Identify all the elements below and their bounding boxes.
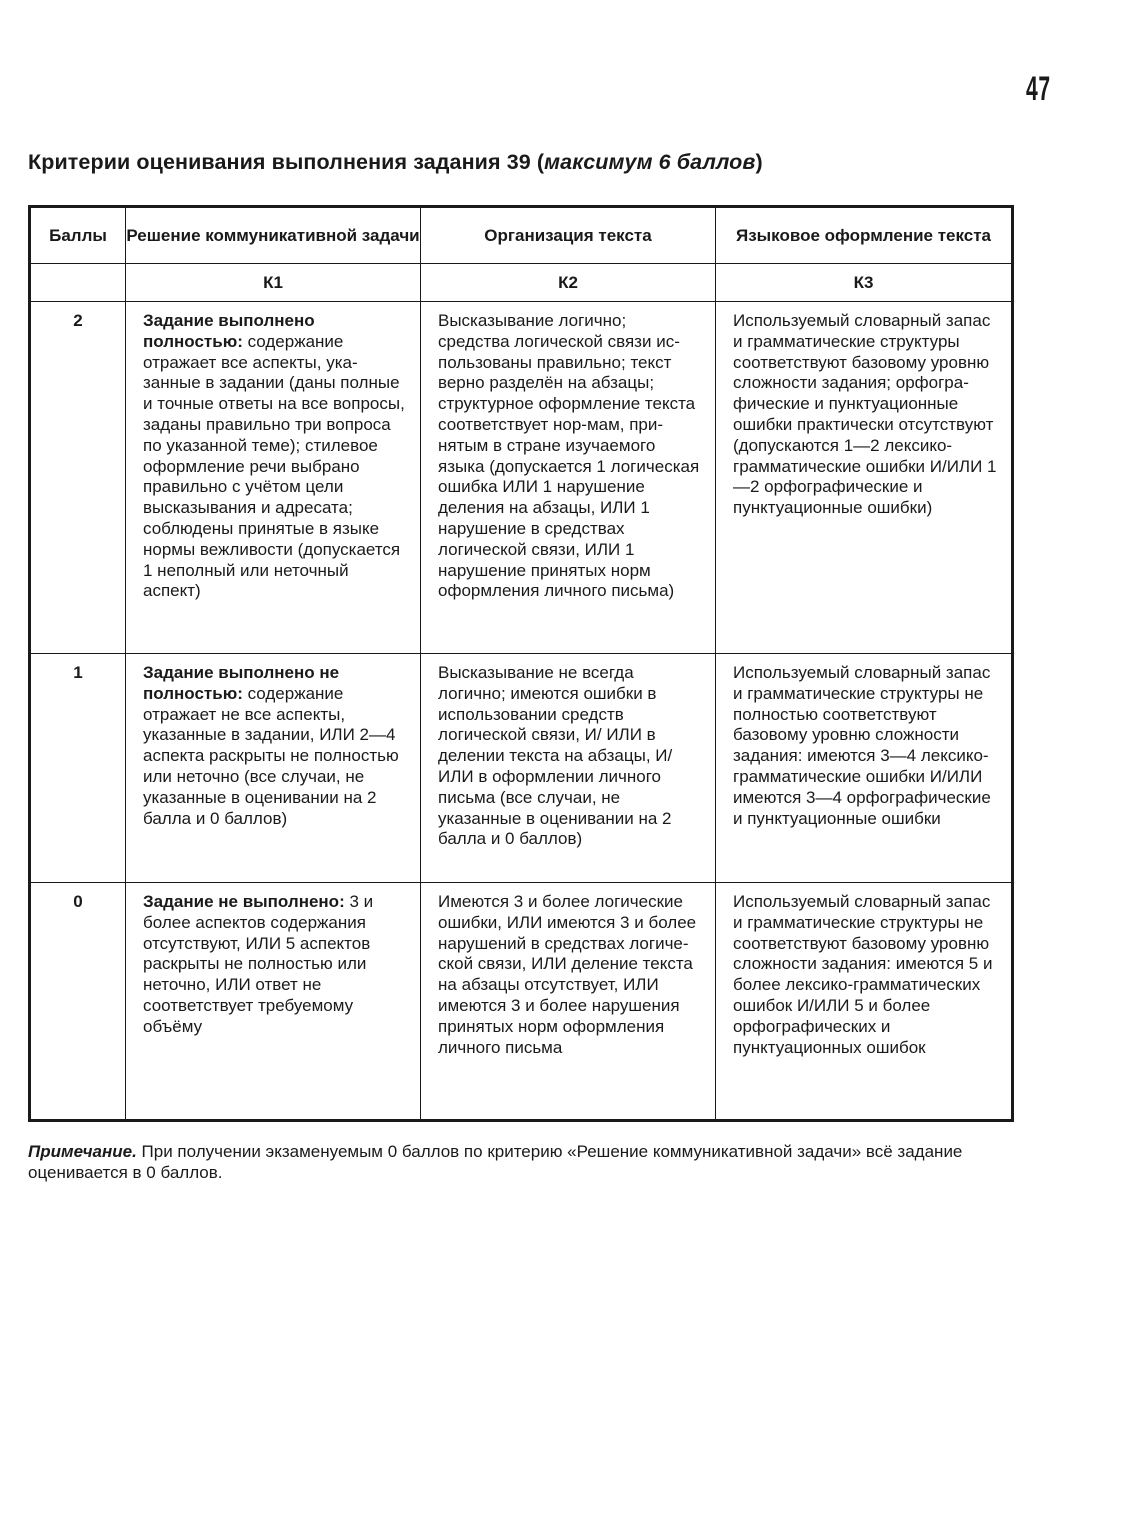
score-cell: 2 bbox=[30, 302, 126, 654]
k3-cell: Используемый словарный запас и грамматические структуры не полностью соответствуют базовому уровню сложности задания: имеются 3—4 лексико-грамматические ошибки И/ИЛИ имеются 3—4 орфографические и пунктуационные ошибки bbox=[716, 654, 1013, 883]
k1-text: содержание отражает не все аспекты, указанные в задании, ИЛИ 2—4 аспекта раскрыты не полностью или неточно (все случаи, не указанные в оценивании на 2 балла и 0 баллов) bbox=[143, 683, 399, 828]
code-k1: К1 bbox=[126, 264, 421, 302]
title-italic: максимум 6 баллов bbox=[544, 150, 756, 174]
note bbox=[28, 1141, 1018, 1183]
k1-cell bbox=[126, 883, 421, 1121]
code-k3: К3 bbox=[716, 264, 1013, 302]
k3-cell: Используемый словарный запас и грамматические структуры соответствуют базовому уровню сложности задания; орфографические и пунктуационные ошибки практически отсутствуют (допускаются 1—2 лексико-грамматические ошибки И/ИЛИ 1—2 орфографические и пунктуационные ошибки) bbox=[716, 302, 1013, 654]
page-title bbox=[28, 150, 763, 175]
note-label: Примечание. bbox=[28, 1142, 137, 1161]
header-score: Баллы bbox=[30, 207, 126, 264]
k1-bold: Задание не выполнено: bbox=[143, 892, 345, 911]
k2-cell: Высказывание не всегда логично; имеются ошибки в использовании средств логической связи, И/ ИЛИ в делении текста на абзацы, И/ИЛИ в оформлении личного письма (все случаи, не указанные в оценивании на 2 балла и 0 баллов) bbox=[421, 654, 716, 883]
k1-bold: Задание выполнено не полностью: bbox=[143, 663, 340, 703]
table-row bbox=[30, 654, 1013, 883]
header-k3: Языковое оформление текста bbox=[716, 207, 1013, 264]
title-end: ) bbox=[755, 150, 763, 174]
table-row bbox=[30, 302, 1013, 654]
page-number: 47 bbox=[1026, 70, 1051, 108]
code-row bbox=[30, 264, 1013, 302]
k2-cell: Имеются 3 и более логические ошибки, ИЛИ имеются 3 и более нарушений в средствах логической связи, ИЛИ деление текста на абзацы отсутствует, ИЛИ имеются 3 и более нарушения принятых норм оформления личного письма bbox=[421, 883, 716, 1121]
k3-cell: Используемый словарный запас и грамматические структуры не соответствуют базовому уровню сложности задания: имеются 5 и более лексико-грамматических ошибок И/ИЛИ 5 и более орфографических и пунктуационных ошибок bbox=[716, 883, 1013, 1121]
k1-cell bbox=[126, 302, 421, 654]
k1-text: 3 и более аспектов содержания отсутствуют, ИЛИ 5 аспектов раскрыты не полностью или неточно, ИЛИ ответ не соответствует требуемому объёму bbox=[143, 892, 374, 1036]
table-row bbox=[30, 883, 1013, 1121]
k1-cell bbox=[126, 654, 421, 883]
score-cell: 1 bbox=[30, 654, 126, 883]
k2-cell: Высказывание логично; средства логической связи ис-пользованы правильно; текст верно разделён на абзацы; структурное оформление текста соответствует нор-мам, принятым в стране изучаемого языка (допускается 1 логическая ошибка ИЛИ 1 нарушение деления на абзацы, ИЛИ 1 нарушение в средствах логической связи, ИЛИ 1 нарушение принятых норм оформления личного письма) bbox=[421, 302, 716, 654]
note-text: При получении экзаменуемым 0 баллов по критерию «Решение коммуникативной задачи» всё задание оценивается в 0 баллов. bbox=[28, 1142, 963, 1182]
code-empty bbox=[30, 264, 126, 302]
header-k1: Решение коммуникативной задачи bbox=[126, 207, 421, 264]
code-k2: К2 bbox=[421, 264, 716, 302]
title-main: Критерии оценивания выполнения задания 39 ( bbox=[28, 150, 545, 174]
k1-bold: Задание выполнено полностью: bbox=[143, 311, 315, 351]
criteria-table bbox=[28, 205, 1014, 1122]
header-row bbox=[30, 207, 1013, 264]
score-cell: 0 bbox=[30, 883, 126, 1121]
header-k2: Организация текста bbox=[421, 207, 716, 264]
k1-text: содержание отражает все аспекты, указанные в задании (даны полные и точные ответы на все вопросы, заданы правильно три вопроса по указанной теме); стилевое оформление речи выбрано правильно с учётом цели высказывания и адресата; соблюдены принятые в языке нормы вежливости (допускается 1 неполный или неточный аспект) bbox=[143, 331, 405, 601]
